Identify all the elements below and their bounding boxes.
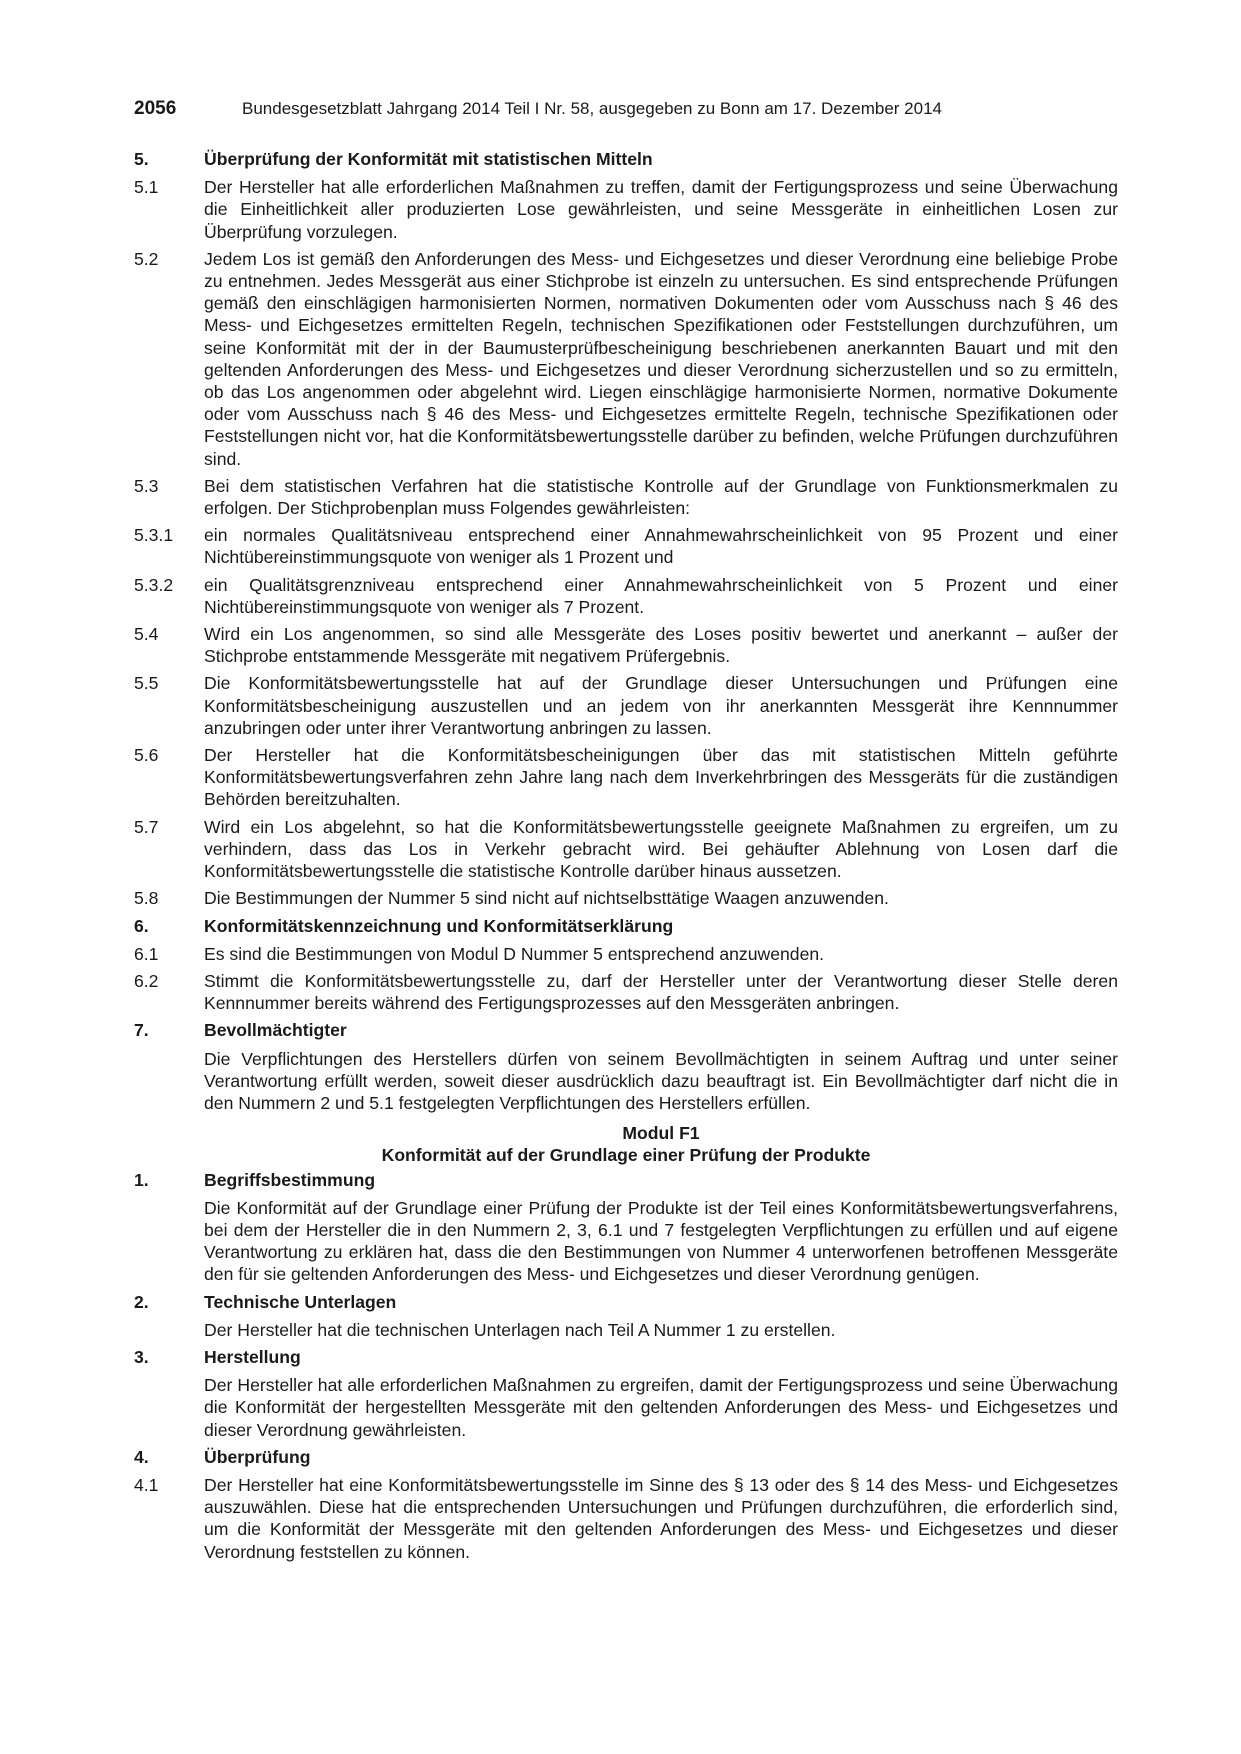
paragraph-number: 5.5: [134, 673, 159, 694]
modul-subtitle: Konformität auf der Grundlage einer Prüfung der Produkte: [381, 1145, 871, 1166]
paragraph-text: Der Hersteller hat alle erforderlichen Maßnahmen zu treffen, damit der Fertigungsprozess und seine Überwachung die Einheitlichkeit aller produzierten Lose gewährleisten, und seine Messgeräte in einheitlichen Losen zur Überprüfung vorzulegen.: [204, 177, 1118, 242]
section-title: Begriffsbestimmung: [204, 1169, 376, 1190]
paragraph-text: Bei dem statistischen Verfahren hat die statistische Kontrolle auf der Grundlage von Funktionsmerkmalen zu erfolgen. Der Stichprobenplan muss Folgendes gewährleisten:: [204, 475, 1118, 519]
paragraph-number: 4.1: [134, 1474, 159, 1495]
page-header: [134, 98, 1118, 128]
section-heading: [134, 1446, 1118, 1468]
paragraph-text: Der Hersteller hat die Konformitätsbescheinigungen über das mit statistischen Mitteln geführte Konformitätsbewertungsverfahren zehn Jahre lang nach dem Inverkehrbringen des Messgeräts für die zuständigen Behörden bereitzuhalten.: [204, 745, 1118, 810]
paragraph-number: 5.8: [134, 888, 159, 909]
paragraph: [134, 1474, 1118, 1563]
paragraph: [134, 1048, 1118, 1115]
section-heading: [134, 148, 1118, 170]
paragraph: [134, 744, 1118, 811]
paragraph-text: Die Verpflichtungen des Herstellers dürfen von seinem Bevollmächtigten in seinem Auftrag und unter seiner Verantwortung erfüllt werden, soweit dieser ausdrücklich dazu beauftragt ist. Ein Bevollmächtigter darf nicht die in den Nummern 2 und 5.1 festgelegten Verpflichtungen des Herstellers erfüllen.: [204, 1048, 1118, 1113]
page-number: 2056: [134, 98, 177, 119]
paragraph: [134, 475, 1118, 519]
paragraph-text: Die Konformität auf der Grundlage einer Prüfung der Produkte ist der Teil eines Konformitätsbewertungsverfahrens, bei dem der Hersteller die in den Nummern 2, 3, 6.1 und 7 festgelegten Verpflichtungen zu erfüllen und auf eigene Verantwortung zu erklären hat, dass die den Bestimmungen von Nummer 4 unterworfenen betroffenen Messgeräte den für sie geltenden Anforderungen des Mess- und Eichgesetzes und dieser Verordnung genügen.: [204, 1197, 1118, 1285]
paragraph-text: Der Hersteller hat eine Konformitätsbewertungsstelle im Sinne des § 13 oder des § 14 des Mess- und Eichgesetzes auszuwählen. Diese hat die entsprechenden Untersuchungen und Prüfungen durchzuführen, die erforderlich sind, um die Konformität der Messgeräte mit den geltenden Anforderungen des Mess- und Eichgesetzes und dieser Verordnung feststellen zu können.: [204, 1474, 1118, 1562]
paragraph-text: ein Qualitätsgrenzniveau entsprechend einer Annahmewahrscheinlichkeit von 5 Prozent und einer Nichtübereinstimmungsquote von weniger als 7 Prozent.: [204, 574, 1118, 617]
section-heading: [134, 1019, 1118, 1041]
section-title: Überprüfung: [204, 1446, 311, 1467]
paragraph: [134, 970, 1118, 1014]
section-heading: [134, 1346, 1118, 1368]
paragraph: [134, 816, 1118, 883]
modul-title: Modul F1: [622, 1123, 700, 1144]
paragraph: [134, 887, 1118, 909]
paragraph-number: 6.1: [134, 943, 159, 964]
paragraph-text: Stimmt die Konformitätsbewertungsstelle zu, darf der Hersteller unter der Verantwortung dieser Stelle deren Kennnummer bereits während des Fertigungsprozesses auf den Messgeräten anbringen.: [204, 970, 1118, 1014]
publication-title: Bundesgesetzblatt Jahrgang 2014 Teil I Nr. 58, ausgegeben zu Bonn am 17. Dezember 2014: [242, 99, 942, 118]
section-number: 5.: [134, 149, 149, 169]
section-heading: [134, 915, 1118, 937]
paragraph-text: ein normales Qualitätsniveau entsprechend einer Annahmewahrscheinlichkeit von 95 Prozent und einer Nichtübereinstimmungsquote von weniger als 1 Prozent und: [204, 525, 1118, 568]
paragraph: [134, 524, 1118, 568]
paragraph: [134, 1319, 1118, 1341]
section-title: Technische Unterlagen: [204, 1291, 397, 1312]
paragraph-text: Die Bestimmungen der Nummer 5 sind nicht auf nichtselbsttätige Waagen anzuwenden.: [204, 888, 889, 909]
paragraph: [134, 672, 1118, 739]
paragraph-number: 5.1: [134, 177, 159, 198]
document-page: [134, 98, 1118, 1568]
paragraph-text: Der Hersteller hat die technischen Unterlagen nach Teil A Nummer 1 zu erstellen.: [204, 1319, 836, 1340]
paragraph-number: 5.4: [134, 624, 159, 645]
section-number: 4.: [134, 1446, 149, 1467]
section-number: 6.: [134, 915, 149, 936]
paragraph-text: Wird ein Los abgelehnt, so hat die Konformitätsbewertungsstelle geeignete Maßnahmen zu ergreifen, um zu verhindern, dass das Los in Verkehr gebracht wird. Bei gehäufter Ablehnung von Losen darf die Konformitätsbewertungsstelle die statistische Kontrolle darüber hinaus aussetzen.: [204, 816, 1118, 882]
section-title: Bevollmächtigter: [204, 1020, 347, 1041]
section-heading: [134, 1169, 1118, 1191]
section-number: 1.: [134, 1169, 149, 1190]
paragraph-text: Die Konformitätsbewertungsstelle hat auf der Grundlage dieser Untersuchungen und Prüfungen eine Konformitätsbescheinigung auszustellen und an jedem von ihr anerkannten Messgerät ihre Kennnummer anzubringen oder unter ihrer Verantwortung anbringen zu lassen.: [204, 673, 1118, 738]
paragraph-text: Wird ein Los angenommen, so sind alle Messgeräte des Loses positiv bewertet und anerkannt – außer der Stichprobe entstammende Messgeräte mit negativem Prüfergebnis.: [204, 624, 1118, 667]
section-number: 2.: [134, 1291, 149, 1312]
paragraph-number: 5.7: [134, 816, 159, 837]
paragraph: [134, 574, 1118, 618]
section-title: Überprüfung der Konformität mit statistischen Mitteln: [204, 149, 653, 169]
paragraph: [134, 1374, 1118, 1441]
section-heading: [134, 1291, 1118, 1313]
paragraph: [134, 248, 1118, 470]
paragraph-text: Jedem Los ist gemäß den Anforderungen des Mess- und Eichgesetzes und dieser Verordnung eine beliebige Probe zu entnehmen. Jedes Messgerät aus einer Stichprobe ist einzeln zu untersuchen. Es sind entsprechende Prüfungen gemäß den einschlägigen harmonisierten Normen, normativen Dokumenten oder vom Ausschuss nach § 46 des Mess- und Eichgesetzes ermittelten Regeln, technischen Spezifikationen oder Feststellungen durchzuführen, um seine Konformität mit der in der Baumusterprüfbescheinigung beschriebenen anerkannten Bauart und mit den geltenden Anforderungen des Mess- und Eichgesetzes und dieser Verordnung sicherzustellen und so zu ermitteln, ob das Los angenommen oder abgelehnt wird. Liegen einschlägige harmonisierte Normen, normative Dokumente oder vom Ausschuss nach § 46 des Mess- und Eichgesetzes ermittelte Regeln, technische Spezifikationen oder Feststellungen nicht vor, hat die Konformitätsbewertungsstelle darüber zu befinden, welche Prüfungen durchzuführen sind.: [204, 248, 1118, 469]
document-body: [134, 148, 1118, 1563]
section-number: 7.: [134, 1020, 149, 1041]
paragraph-number: 5.6: [134, 745, 159, 766]
paragraph-text: Der Hersteller hat alle erforderlichen Maßnahmen zu ergreifen, damit der Fertigungsprozess und seine Überwachung die Konformität der hergestellten Messgeräte mit den geltenden Anforderungen des Mess- und Eichgesetzes und dieser Verordnung gewährleisten.: [204, 1375, 1118, 1440]
paragraph: [134, 943, 1118, 965]
paragraph-number: 5.3: [134, 475, 159, 496]
paragraph-text: Es sind die Bestimmungen von Modul D Nummer 5 entsprechend anzuwenden.: [204, 943, 825, 964]
section-number: 3.: [134, 1346, 149, 1367]
paragraph-number: 5.3.1: [134, 525, 174, 546]
paragraph: [134, 176, 1118, 243]
section-title: Konformitätskennzeichnung und Konformitätserklärung: [204, 915, 674, 936]
paragraph-number: 6.2: [134, 970, 159, 991]
paragraph: [134, 623, 1118, 667]
paragraph: [134, 1197, 1118, 1286]
paragraph-number: 5.2: [134, 248, 159, 269]
paragraph-number: 5.3.2: [134, 574, 174, 595]
section-title: Herstellung: [204, 1346, 301, 1367]
